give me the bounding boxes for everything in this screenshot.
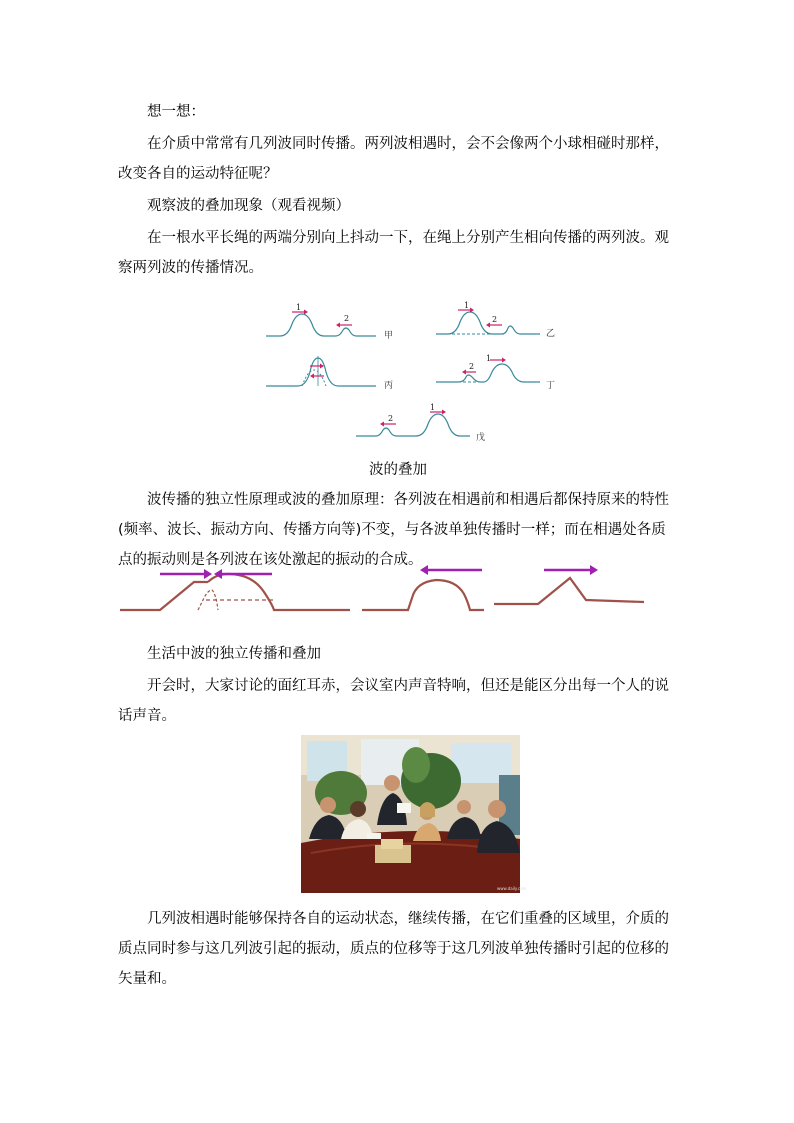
pulse-number-2: 2 — [388, 414, 394, 423]
pulse-number-2: 2 — [469, 362, 475, 371]
rope-right-pulse — [494, 565, 644, 604]
question-paragraph: 在介质中常常有几列波同时传播。两列波相遇时，会不会像两个小球相碰时那样，改变各自的运动特征呢？ — [118, 136, 669, 182]
meeting-paragraph: 开会时，大家讨论的面红耳赤，会议室内声音特响，但还是能区分出每一个人的说话声音。 — [118, 678, 669, 724]
label-jia: 甲 — [384, 331, 394, 341]
label-bing: 丙 — [384, 381, 394, 391]
pulse-number-2: 2 — [344, 314, 350, 323]
superposition-diagram — [258, 300, 598, 450]
principle-paragraph: 波传播的独立性原理或波的叠加原理：各列波在相遇前和相遇后都保持原来的特性(频率、波长、振动方向、传播方向等)不变，与各波单独传播时一样；而在相遇处各质点的振动则是各列波在该处激起的振动的合成。 — [118, 492, 669, 568]
pulse-number-1: 1 — [430, 403, 436, 412]
panel-jia — [266, 303, 393, 341]
label-ding: 丁 — [546, 381, 556, 391]
rope-paragraph: 在一根水平长绳的两端分别向上抖动一下，在绳上分别产生相向传播的两列波。观察两列波的传播情况。 — [118, 230, 669, 276]
panel-ding — [436, 354, 555, 391]
observe-heading: 观察波的叠加现象（观看视频） — [147, 198, 350, 214]
panel-wu — [356, 403, 485, 443]
label-yi: 乙 — [546, 329, 556, 339]
rope-overlap — [120, 569, 350, 610]
panel-bing — [266, 356, 393, 391]
pulse-number-1: 1 — [486, 354, 492, 363]
think-heading: 想一想： — [147, 104, 205, 120]
pulse-number-2: 2 — [492, 315, 498, 324]
conclusion-paragraph: 几列波相遇时能够保持各自的运动状态，继续传播，在它们重叠的区域里，介质的质点同时参与这几列波引起的振动，质点的位移等于这几列波单独传播时引起的位移的矢量和。 — [118, 911, 669, 987]
life-heading: 生活中波的独立传播和叠加 — [147, 646, 321, 662]
photo-watermark: www.daily.com — [497, 886, 527, 891]
label-wu: 戊 — [476, 433, 486, 443]
meeting-photo — [301, 735, 527, 893]
figure-caption: 波的叠加 — [369, 462, 427, 478]
panel-yi — [436, 301, 555, 339]
rope-pulse-diagram — [116, 560, 656, 616]
pulse-number-1: 1 — [464, 301, 470, 310]
pulse-number-1: 1 — [296, 303, 302, 312]
rope-left-pulse — [362, 565, 484, 610]
